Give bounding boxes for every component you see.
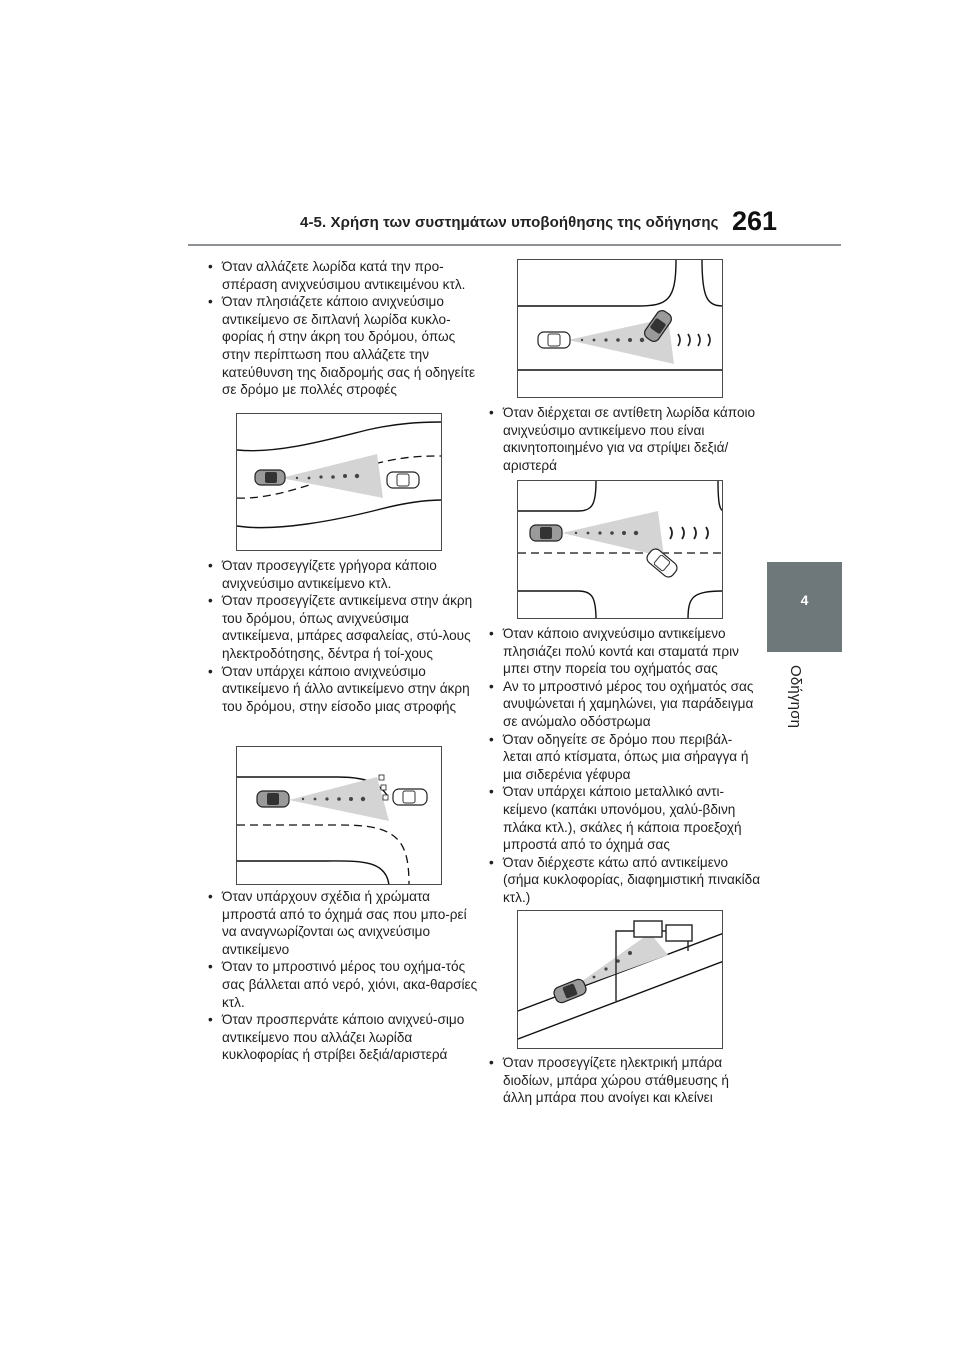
page-number: 261 xyxy=(732,206,778,236)
section-header-title: 4-5. Χρήση των συστημάτων υποβοήθησης της οδήγησης xyxy=(300,214,719,231)
vehicle-icon xyxy=(387,472,419,488)
vehicle-icon xyxy=(393,789,427,805)
chapter-label: Οδήγηση xyxy=(787,665,804,729)
left-bullet-list-2 xyxy=(208,557,480,715)
chapter-number: 4 xyxy=(800,592,809,608)
list-item: • Όταν υπάρχει κάποιο μεταλλικό αντι-κείμενο (καπάκι υπονόμου, χαλύ-βδινη πλάκα κτλ.), σκάλες ή κάποια προεξοχή μπροστά από το όχημά σας xyxy=(489,783,761,853)
list-item: • Όταν διέρχεστε κάτω από αντικείμενο (σήμα κυκλοφορίας, διαφημιστική πινακίδα κτλ.) xyxy=(489,854,761,907)
list-item: • Όταν αλλάζετε λωρίδα κατά την προ-σπέραση ανιχνεύσιμου αντικειμένου κτλ. xyxy=(208,258,480,293)
list-item: • Όταν προσεγγίζετε ηλεκτρική μπάρα διοδίων, μπάρα χώρου στάθμευσης ή άλλη μπάρα που ανοίγει και κλείνει xyxy=(489,1054,761,1107)
list-item: • Όταν οδηγείτε σε δρόμο που περιβάλ-λεται από κτίσματα, όπως μια σήραγγα ή μια σιδερένια γέφυρα xyxy=(489,731,761,784)
list-item: • Όταν πλησιάζετε κάποιο ανιχνεύσιμο αντικείμενο σε διπλανή λωρίδα κυκλο-φορίας ή στην άκρη του δρόμου, όπως στην περίπτωση που αλλάζετε την κατεύθυνση της διαδρομής σας ή οδηγείτε σε δρόμο με πολλές στροφές xyxy=(208,293,480,399)
chapter-tab[interactable] xyxy=(767,562,842,652)
list-item: • Όταν το μπροστινό μέρος του οχήμα-τός σας βάλλεται από νερό, χιόνι, ακα-θαρσίες κτλ. xyxy=(208,958,480,1011)
vehicle-icon xyxy=(530,525,562,541)
list-item: • Όταν προσπερνάτε κάποιο ανιχνεύ-σιμο αντικείμενο που αλλάζει λωρίδα κυκλοφορίας ή στρίβει δεξιά/αριστερά xyxy=(208,1011,480,1064)
vehicle-icon xyxy=(255,470,285,485)
vehicle-icon xyxy=(257,791,289,807)
right-bullet-list-2 xyxy=(489,625,761,907)
header-divider xyxy=(188,244,841,246)
list-item: • Όταν υπάρχει κάποιο ανιχνεύσιμο αντικείμενο ή άλλο αντικείμενο στην άκρη του δρόμου, στην είσοδο μιας στροφής xyxy=(208,663,480,716)
vehicle-icon xyxy=(538,332,570,348)
figure-oncoming-turn xyxy=(517,480,723,619)
right-bullet-list-1 xyxy=(489,404,761,474)
figure-curve-entry xyxy=(236,746,442,885)
list-item: • Αν το μπροστινό μέρος του οχήματός σας ανυψώνεται ή χαμηλώνει, για παράδειγμα σε ανώμαλο οδόστρωμα xyxy=(489,678,761,731)
right-bullet-list-3 xyxy=(489,1054,761,1107)
list-item: • Όταν κάποιο ανιχνεύσιμο αντικείμενο πλησιάζει πολύ κοντά και σταματά πριν μπει στην πορεία του οχήματός σας xyxy=(489,625,761,678)
vehicle-icon xyxy=(552,978,588,1005)
left-bullet-list-3 xyxy=(208,888,480,1064)
figure-overhead-sign xyxy=(517,910,723,1049)
left-bullet-list-1 xyxy=(208,258,480,399)
list-item: • Όταν προσεγγίζετε γρήγορα κάποιο ανιχνεύσιμο αντικείμενο κτλ. xyxy=(208,557,480,592)
figure-intersection-turning xyxy=(517,259,723,398)
figure-curved-road xyxy=(236,413,442,551)
list-item: • Όταν προσεγγίζετε αντικείμενα στην άκρη του δρόμου, όπως ανιχνεύσιμα αντικείμενα, μπάρες ασφαλείας, στύ-λους ηλεκτροδότησης, δέντρα ή τοί-χους xyxy=(208,592,480,662)
list-item: • Όταν υπάρχουν σχέδια ή χρώματα μπροστά από το όχημά σας που μπο-ρεί να αναγνωρίζονται ως ανιχνεύσιμο αντικείμενο xyxy=(208,888,480,958)
list-item: • Όταν διέρχεται σε αντίθετη λωρίδα κάποιο ανιχνεύσιμο αντικείμενο που είναι ακινητοποιημένο για να στρίψει δεξιά/αριστερά xyxy=(489,404,761,474)
